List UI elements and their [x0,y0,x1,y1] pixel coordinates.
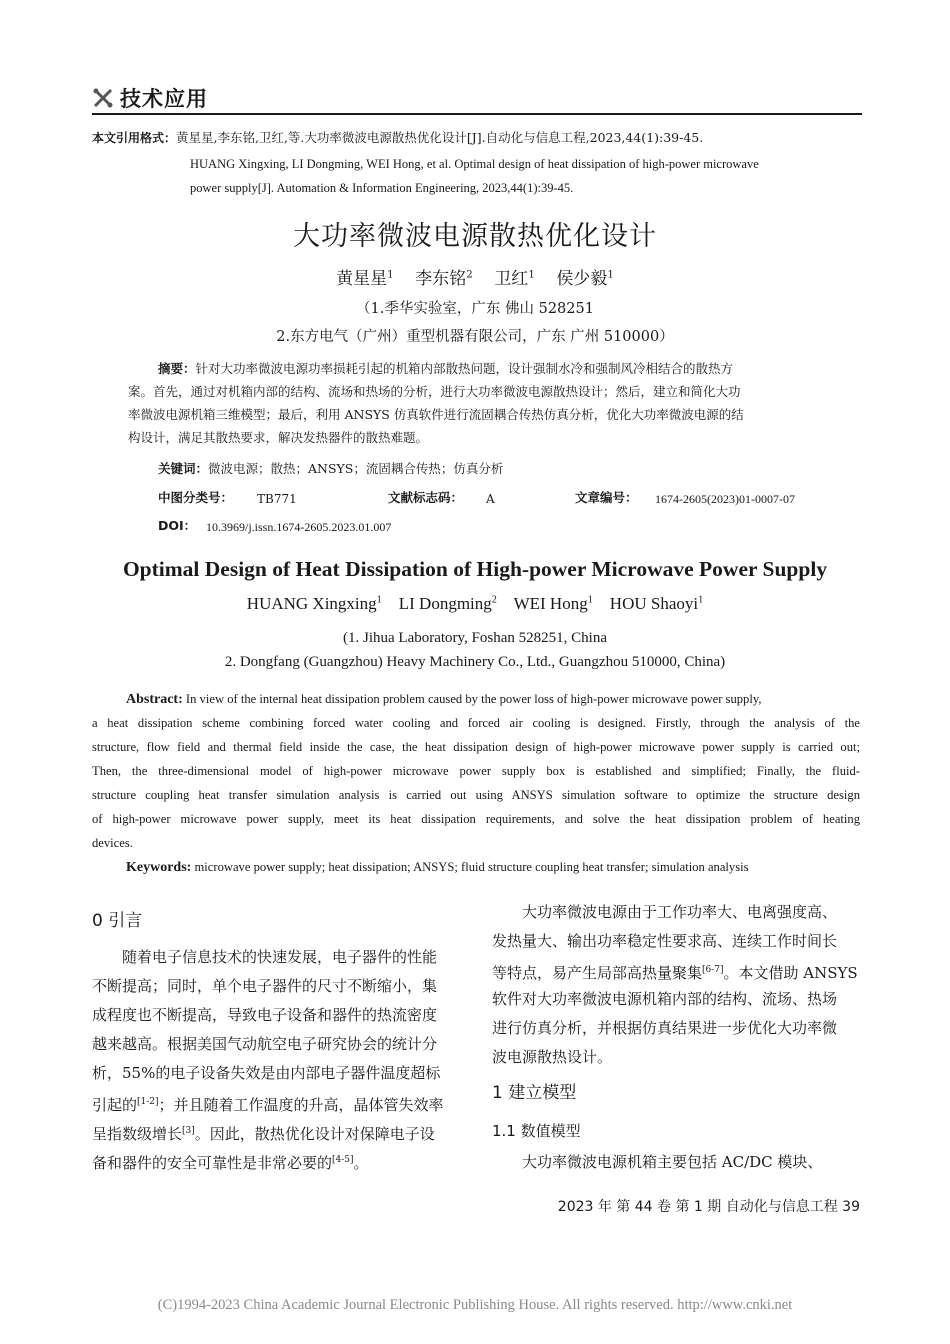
affiliation-en-2: 2. Dongfang (Guangzhou) Heavy Machinery Co., Ltd., Guangzhou 510000, China) [224,654,726,670]
footer-issue: 2023 年 第 44 卷 第 1 期 自动化与信息工程 39 [557,1199,860,1215]
doc-code-label: 文献标志码： [388,490,464,505]
abstract-en-line6: of high-power microwave power supply, meet its heat dissipation requirements, and solve the heat dissipation problem of heating [92,812,860,826]
keywords-cn: 关键词：微波电源；散热；ANSYS；流固耦合传热；仿真分析 [158,461,504,476]
title-en: Optimal Design of Heat Dissipation of High-power Microwave Power Supply [122,557,828,581]
citation-en-line1: HUANG Xingxing, LI Dongming, WEI Hong, et al. Optimal design of heat dissipation of high-power microwave [190,157,759,171]
citation-label: 本文引用格式： [92,131,177,145]
abstract-en-line3: structure, flow field and thermal field inside the case, the heat dissipation design of high-power microwave power supply is carried out; [92,740,860,754]
abstract-en-line2: a heat dissipation scheme combining forced water cooling and forced air cooling is designed. Firstly, through the analysis of the [92,716,860,730]
affiliation-en-1: (1. Jihua Laboratory, Foshan 528251, China [343,630,607,646]
body-line: 成程度也不断提高，导致电子设备和器件的热流密度 [92,1006,438,1024]
clc-value: TB771 [257,492,297,506]
authors-en: HUANG Xingxing$^1$ LI Dongming$^2$ WEI Hong$^1$ HOU Shaoyi$^1$ [246,594,704,613]
subsection-heading: 1.1 数值模型 [492,1122,581,1140]
author-cn: 黄星星 [336,269,388,289]
citation-ref: [4-5] [332,1155,354,1165]
body-line: 波电源散热设计。 [492,1048,613,1066]
article-number-value: 1674-2605(2023)01-0007-07 [655,492,795,506]
abstract-en-line4: Then, the three-dimensional model of high-power microwave power supply box is established and simplified; Finally, the fluid- [92,764,860,778]
abstract-cn-line4: 构设计，满足其散热要求，解决发热器件的散热难题。 [128,430,429,445]
section-label: 技术应用 [120,87,208,111]
body-line: 析，55%的电子设备失效是由内部电子器件温度超标 [92,1064,441,1082]
affiliation-cn-2: 2.东方电气（广州）重型机器有限公司，广东 广州 510000） [276,329,674,345]
section-heading-model: 1 建立模型 [492,1083,577,1103]
citation-cn-line [92,125,872,151]
citation-ref: [3] [182,1126,195,1136]
body-line: 发热量大、输出功率稳定性要求高、连续工作时间长 [492,932,838,950]
abstract-en-line1: Abstract: In view of the internal heat dissipation problem caused by the power loss of high-power microwave power supply, [126,692,762,707]
body-line: 越来越高。根据美国气动航空电子研究协会的统计分 [92,1035,438,1053]
abstract-cn-line1: 摘要：针对大功率微波电源功率损耗引起的机箱内部散热问题，设计强制水冷和强制风冷相结合的散热方 [158,361,734,376]
author-cn: 侯少毅 [556,269,608,289]
doi-label: DOI： [158,518,197,533]
abstract-cn-label: 摘要： [158,361,196,376]
body-line: 随着电子信息技术的快速发展，电子器件的性能 [122,948,438,966]
authors-cn: 黄星星$^1$ 李东铭$^2$ 卫红$^1$ 侯少毅$^1$ [336,269,614,289]
doi-value: 10.3969/j.issn.1674-2605.2023.01.007 [206,520,392,534]
clc-code: 中图分类号： [158,490,234,505]
abstract-en-line5: structure coupling heat transfer simulation analysis is carried out using ANSYS simulation software to optimize the structure design [92,788,860,802]
citation-cn: 黄星星,李东铭,卫红,等.大功率微波电源散热优化设计[J].自动化与信息工程,2023,44(1):39-45. [176,130,704,145]
body-line: 呈指数级增长[3]。因此，散热优化设计对保障电子设 [92,1125,435,1143]
body-line: 引起的[1-2]；并且随着工作温度的升高，晶体管失效率 [92,1096,444,1114]
body-line: 软件对大功率微波电源机箱内部的结构、流场、热场 [492,990,838,1008]
citation-ref: [1-2] [137,1097,159,1107]
body-line: 大功率微波电源由于工作功率大、电离强度高、 [522,903,838,921]
body-line: 不断提高；同时，单个电子器件的尺寸不断缩小，集 [92,977,438,995]
citation-ref: [6-7] [702,965,724,975]
cross-tools-icon [92,87,114,109]
abstract-en-label: Abstract: [126,692,183,707]
abstract-cn-line3: 率微波电源机箱三维模型；最后，利用 ANSYS 仿真软件进行流固耦合传热仿真分析，优化大功率微波电源的结 [128,407,744,422]
body-line: 大功率微波电源机箱主要包括 AC/DC 模块、 [522,1153,823,1171]
body-line: 进行仿真分析，并根据仿真结果进一步优化大功率微 [492,1019,838,1037]
keywords-en-label: Keywords: [126,860,192,875]
abstract-cn-line2: 案。首先，通过对机箱内部的结构、流场和热场的分析，进行大功率微波电源散热设计；然后，建立和简化大功 [128,384,741,399]
section-heading-intro: 0 引言 [92,911,143,931]
citation-en-line2: power supply[J]. Automation & Information Engineering, 2023,44(1):39-45. [190,181,574,195]
article-number-label: 文章编号： [575,490,638,505]
title-cn: 大功率微波电源散热优化设计 [293,221,657,252]
affiliation-cn-1: （1.季华实验室，广东 佛山 528251 [356,301,594,317]
body-line: 备和器件的安全可靠性是非常必要的[4-5]。 [92,1154,369,1172]
author-cn: 李东铭 [415,269,467,289]
keywords-cn-label: 关键词： [158,461,209,476]
author-cn: 卫红 [494,269,529,289]
body-line: 等特点，易产生局部高热量聚集[6-7]。本文借助 ANSYS [492,964,858,982]
abstract-en-line7: devices. [92,836,133,850]
section-header [92,83,862,115]
doc-code-value: A [486,492,495,506]
copyright-notice: (C)1994-2023 China Academic Journal Electronic Publishing House. All rights reserved. http://www.cnki.net [157,1297,793,1313]
keywords-en: Keywords: microwave power supply; heat dissipation; ANSYS; fluid structure coupling heat transfer; simulation analysis [126,860,749,875]
